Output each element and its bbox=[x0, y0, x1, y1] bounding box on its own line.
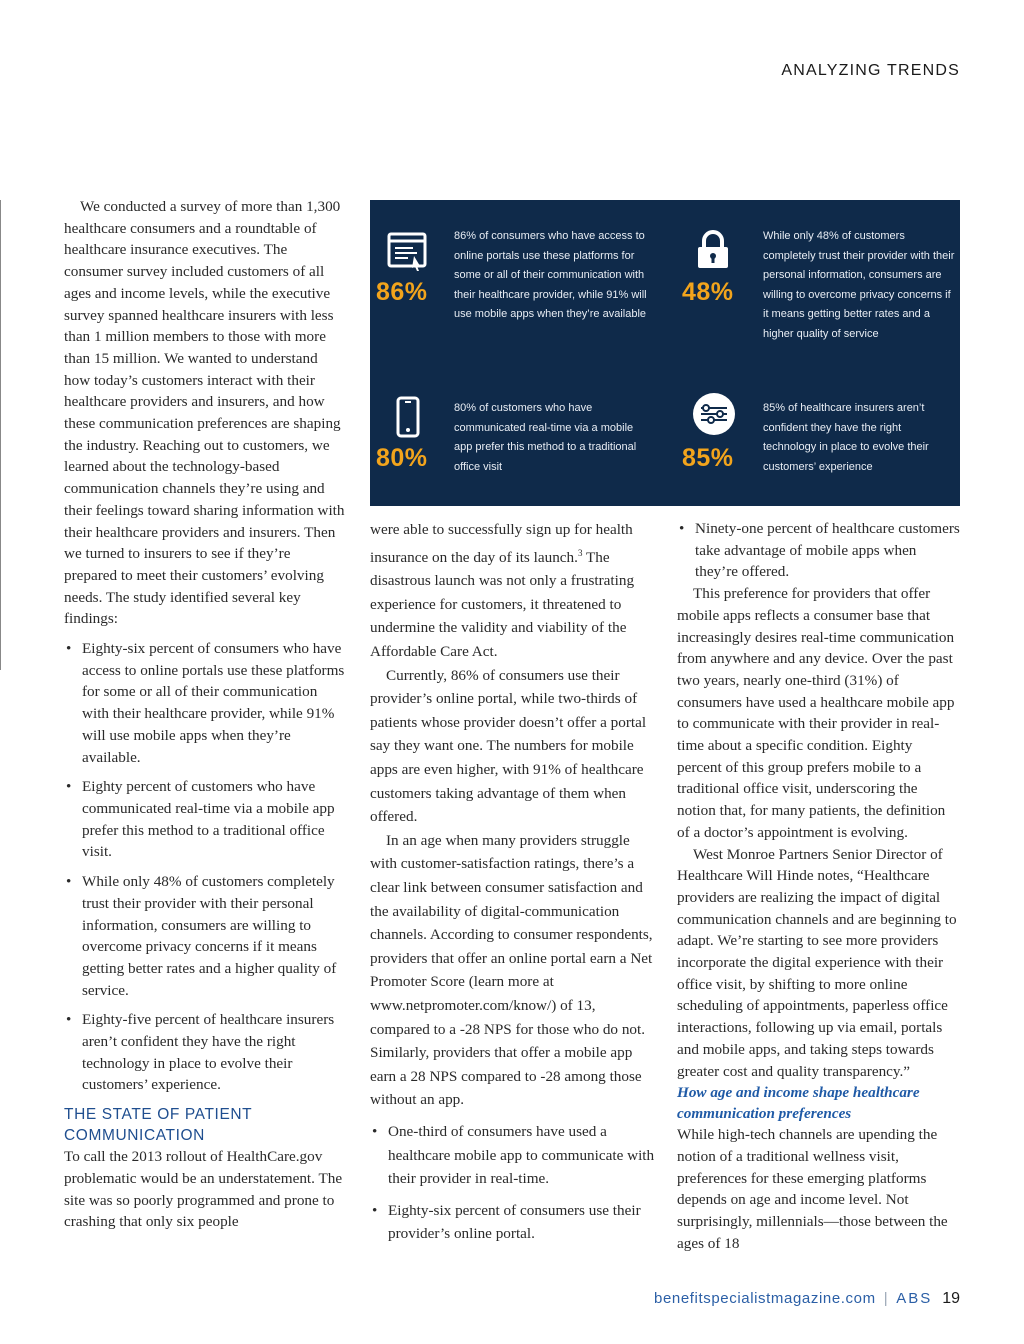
page-footer bbox=[654, 1290, 960, 1308]
footer-publication: ABS bbox=[896, 1290, 933, 1307]
section-header: ANALYZING TRENDS bbox=[781, 62, 960, 79]
web-portal-icon bbox=[386, 230, 428, 277]
column-1 bbox=[64, 196, 346, 1233]
stats-infographic bbox=[370, 200, 960, 506]
paragraph-text: were able to successfully sign up for health insurance on the day of its launch. bbox=[370, 521, 633, 566]
paragraph: While high-tech channels are upending the notion of a traditional wellness visit, preferences for these emerging platforms depends on age and income level. Not surprisingly, millennials—those between the ages of 18 bbox=[677, 1126, 948, 1252]
paragraph-text: The disastrous launch was not only a frustrating experience for customers, it threatened to undermine the validity and viability of the Affordable Care Act. bbox=[370, 548, 635, 661]
intro-paragraph: We conducted a survey of more than 1,300 healthcare consumers and a roundtable of healthcare insurance executives. The consumer survey included customers of all ages and income levels, while the executive survey spanned healthcare insurers with less than 1 million members to those with more than 15 million. We wanted to understand how today’s customers interact with their healthcare providers and insurers, and how these communication preferences are shaping the industry. Reaching out to customers, we learned about the technology-based communication channels they’re using and their feelings toward sharing information with their healthcare providers and insurers. Then we turned to insurers to see if they’re prepared to meet their customers’ evolving needs. The study identified several key findings: bbox=[64, 198, 345, 628]
paragraph: This preference for providers that offer mobile apps reflects a consumer base that increasingly desires real-time communication from anywhere and any device. Over the past two years, nearly one-third (31%) of consumers have used a healthcare mobile app to communicate with their provider in real-time about a specific condition. Eighty percent of this group prefers mobile to a traditional office visit, underscoring the notion that, for many patients, the definition of a doctor’s appointment is evolving. bbox=[677, 585, 955, 841]
list-item: • Ninety-one percent of healthcare customers take advantage of mobile apps when they’re offered. bbox=[677, 518, 960, 583]
stats-list bbox=[370, 1120, 656, 1246]
mobile-phone-icon bbox=[396, 396, 420, 443]
footer-site: benefitspecialistmagazine.com bbox=[654, 1290, 876, 1307]
list-item: • Eighty-six percent of consumers who have access to online portals use these platforms for some or all of their communication with their healthcare provider, while 91% will use mobile apps when they’re available. bbox=[64, 638, 346, 768]
page-number: 19 bbox=[942, 1290, 960, 1307]
padlock-icon bbox=[696, 230, 730, 275]
stat-description: 85% of healthcare insurers aren’t confident they have the right technology in place to evolve their customers’ experience bbox=[763, 402, 929, 473]
stat-percentage: 85% bbox=[682, 444, 734, 472]
circuit-technology-icon bbox=[692, 392, 736, 441]
findings-list bbox=[64, 638, 346, 1096]
list-item: • While only 48% of customers completely trust their provider with their personal information, consumers are willing to overcome privacy concerns if it means getting better rates and a higher quality of service. bbox=[64, 871, 346, 1001]
stat-description: 80% of customers who have communicated real-time via a mobile app prefer this method to a traditional office visit bbox=[454, 402, 637, 473]
column-3 bbox=[677, 518, 960, 1255]
list-item: • Eighty-six percent of consumers use their provider’s online portal. bbox=[370, 1199, 656, 1246]
column-2 bbox=[370, 518, 656, 1254]
footer-separator: | bbox=[883, 1290, 889, 1307]
stat-description: 86% of consumers who have access to online portals use these platforms for some or all of their communication with their healthcare provider, while 91% will use mobile apps when they’re available bbox=[454, 230, 647, 320]
paragraph bbox=[370, 518, 656, 664]
list-item: • Eighty percent of customers who have communicated real-time via a mobile app prefer this method to a traditional office visit. bbox=[64, 776, 346, 863]
closing-paragraph: To call the 2013 rollout of HealthCare.gov problematic would be an understatement. The site was so poorly programmed and prone to crashing that only six people bbox=[64, 1148, 343, 1231]
stat-percentage: 80% bbox=[376, 444, 428, 472]
paragraph: In an age when many providers struggle with customer-satisfaction ratings, there’s a clear link between consumer satisfaction and the availability of digital-communication channels. According to consumer respondents, providers that offer an online portal earn a Net Promoter Score (learn more at www.netpromoter.com/know/) of 13, compared to a -28 NPS for those who do not. Similarly, providers that offer a mobile app earn a 28 NPS compared to -28 among those without an app. bbox=[370, 831, 653, 1109]
stats-list bbox=[677, 518, 960, 583]
subheading: How age and income shape healthcare communication preferences bbox=[677, 1084, 920, 1123]
stat-description: While only 48% of customers completely trust their provider with their personal information, consumers are willing to overcome privacy concerns if it means getting better rates and a higher quality of service bbox=[763, 230, 955, 340]
stat-percentage: 86% bbox=[376, 278, 428, 306]
stat-percentage: 48% bbox=[682, 278, 734, 306]
list-item: • One-third of consumers have used a healthcare mobile app to communicate with their provider in real-time. bbox=[370, 1120, 656, 1191]
paragraph: Currently, 86% of consumers use their provider’s online portal, while two-thirds of patients whose provider doesn’t offer a portal say they want one. The numbers for mobile apps are even higher, with 91% of healthcare customers taking advantage of them when offered. bbox=[370, 666, 647, 826]
footnote-ref: 3 bbox=[577, 547, 583, 558]
paragraph: West Monroe Partners Senior Director of Healthcare Will Hinde notes, “Healthcare providers are realizing the impact of digital communication channels and are beginning to adapt. We’re starting to see more providers incorporate the digital experience with their office visit, by shifting to more online scheduling of appointments, paperless office interactions, following up via email, portals and mobile apps, and taking steps towards greater cost and quality transparency.” bbox=[677, 845, 957, 1080]
section-heading: THE STATE OF PATIENT COMMUNICATION bbox=[64, 1106, 252, 1145]
page-edge-line bbox=[0, 200, 1, 670]
list-item: • Eighty-five percent of healthcare insurers aren’t confident they have the right technology in place to evolve their customers’ experience. bbox=[64, 1009, 346, 1096]
